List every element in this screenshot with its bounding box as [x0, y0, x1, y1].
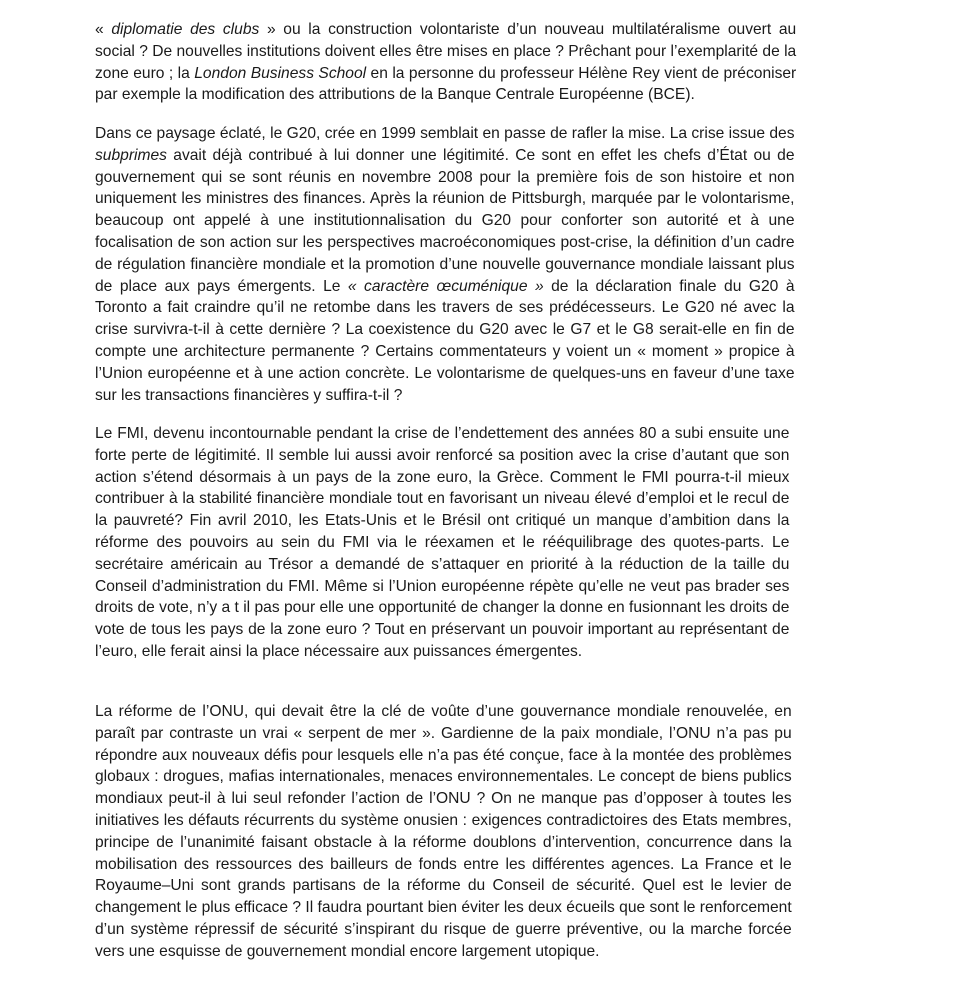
text-line [95, 788, 792, 810]
text-run: la pauvreté? Fin avril 2010, les Etats-Unis et le Brésil ont critiqué un manque d’ambition dans la [95, 512, 790, 530]
text-run: avait déjà contribué à lui donner une légitimité. Ce sont en effet les chefs d’État ou de [166, 146, 795, 164]
text-run: crise survivra-t-il à cette dernière ? La coexistence du G20 avec le G7 et le G8 serait-elle en fin de [95, 321, 795, 339]
text-run: initiatives les défauts récurrents du système onusien : exigences contradictoires des Etats membres, [95, 811, 792, 829]
text-line [95, 723, 792, 745]
text-run: mobilisation des ressources des bailleurs de fonds entre les différentes agences. La France et le [95, 855, 792, 873]
text-run: de la déclaration finale du G20 à [543, 277, 795, 295]
text-line [95, 597, 789, 619]
italic-text-run: « caractère œcuménique » [347, 277, 544, 295]
text-line [95, 766, 792, 788]
text-line [95, 319, 795, 341]
text-line [95, 810, 792, 832]
italic-text-run: subprimes [95, 146, 167, 164]
text-run: » ou la construction volontariste d’un nouveau multilatéralisme ouvert au [259, 21, 797, 38]
text-run: secrétaire américain au Trésor a demandé de s’attaquer en priorité à la réduction de la taille du [95, 555, 790, 573]
text-line [95, 445, 789, 467]
text-line [95, 701, 792, 723]
text-run: en la personne du professeur Hélène Rey vient de préconiser [366, 64, 797, 82]
text-run: uniquement les ministres des finances. Après la réunion de Pittsburgh, marquée par le volontarisme, [95, 190, 795, 208]
text-line [95, 619, 789, 641]
text-run: de place aux pays émergents. Le [95, 277, 348, 295]
text-line [95, 188, 795, 210]
text-line [95, 123, 795, 145]
text-run: l’Union européenne et à une action concrète. Le volontarisme de quelques-uns en faveur d’une taxe [95, 364, 795, 382]
text-line [95, 84, 796, 106]
text-line [95, 532, 789, 554]
text-line [95, 167, 795, 189]
italic-text-run: diplomatie des clubs [111, 21, 260, 38]
text-line [95, 19, 796, 41]
text-run: action s’étend désormais à un pays de la zone euro, la Grèce. Comment le FMI pourra-t-il mieux [95, 468, 790, 486]
paragraph-club-diplomacy [95, 19, 796, 106]
text-run: focalisation de son action sur les perspectives macroéconomiques post-crise, la définition d’un cadre [95, 233, 795, 251]
text-line [95, 423, 789, 445]
text-line [95, 832, 792, 854]
text-line [95, 554, 789, 576]
text-run: changement le plus efficace ? Il faudra pourtant bien éviter les deux écueils que sont le renforcement [95, 899, 792, 917]
text-run: forte perte de légitimité. Il semble lui aussi avoir renforcé sa position avec la crise d’autant que son [95, 446, 790, 464]
text-line [95, 488, 789, 510]
text-run: Royaume–Uni sont grands partisans de la réforme du Conseil de sécurité. Quel est le levier de [95, 877, 792, 895]
text-run: « [95, 21, 112, 38]
text-run: vote de tous les pays de la zone euro ? Tout en préservant un pouvoir important au représentant de [95, 621, 790, 639]
text-line [95, 341, 795, 363]
text-run: zone euro ; la [95, 64, 195, 82]
text-run: répondre aux nouveaux défis pour lesquels elle n’a pas été conçue, face à la montée des problèmes [95, 746, 792, 764]
text-run: Toronto a fait craindre qu’il ne retombe dans les travers de ses prédécesseurs. Le G20 né avec la [95, 299, 795, 317]
text-run: social ? De nouvelles institutions doivent elles être mises en place ? Prêchant pour l’exemplarité de la [95, 42, 797, 60]
text-line [95, 897, 792, 919]
text-run: mondiaux peut-il à lui seul refonder l’action de l’ONU ? On ne manque pas d’opposer à toutes les [95, 790, 792, 808]
text-line [95, 576, 789, 598]
text-line [95, 467, 789, 489]
text-line [95, 41, 796, 63]
text-line [95, 854, 792, 876]
text-run: d’un système répressif de sécurité s’inspirant du risque de guerre préventive, ou la marche forcée [95, 920, 792, 938]
text-line [95, 232, 795, 254]
text-run: compte une architecture permanente ? Certains commentateurs y voient un « moment » propice à [95, 342, 795, 360]
paragraph-g20 [95, 123, 795, 406]
text-line [95, 919, 792, 941]
text-run: principe de l’unanimité faisant obstacle à la réforme doublons d’intervention, concurrence dans la [95, 833, 792, 851]
text-run: gouvernement qui se sont réunis en novembre 2008 pour la première fois de son histoire et non [95, 168, 795, 186]
text-line [95, 210, 795, 232]
paragraph-un-reform [95, 701, 792, 963]
text-line [95, 385, 795, 407]
text-run: globaux : drogues, mafias internationales, menaces environnementales. Le concept de biens publics [95, 768, 792, 786]
text-line [95, 745, 792, 767]
text-run: sur les transactions financières y suffira-t-il ? [95, 386, 403, 404]
text-run: Le FMI, devenu incontournable pendant la crise de l’endettement des années 80 a subi ensuite une [95, 425, 790, 442]
text-line [95, 145, 795, 167]
text-run: beaucoup ont appelé à une institutionnalisation du G20 pour conforter son autorité et à une [95, 212, 795, 230]
text-run: paraît par contraste un vrai « serpent de mer ». Gardienne de la paix mondiale, l’ONU n’a pas pu [95, 724, 792, 742]
text-line [95, 941, 792, 963]
italic-text-run: London Business School [194, 64, 367, 82]
text-run: contribuer à la stabilité financière mondiale tout en favorisant un niveau élevé d’emploi et le recul de [95, 490, 790, 508]
text-line [95, 363, 795, 385]
text-run: par exemple la modification des attributions de la Banque Centrale Européenne (BCE). [95, 86, 695, 104]
text-run: l’euro, elle ferait ainsi la place nécessaire aux puissances émergentes. [95, 642, 583, 660]
text-run: de régulation financière mondiale et la promotion d’une nouvelle gouvernance mondiale laissant plus [95, 255, 795, 273]
text-run: Dans ce paysage éclaté, le G20, crée en 1999 semblait en passe de rafler la mise. La crise issue des [95, 125, 795, 142]
text-line [95, 510, 789, 532]
text-run: La réforme de l’ONU, qui devait être la clé de voûte d’une gouvernance mondiale renouvelée, en [95, 703, 792, 720]
paragraph-imf [95, 423, 789, 663]
text-line [95, 254, 795, 276]
text-line [95, 276, 795, 298]
text-run: droits de vote, n’y a t il pas pour elle une opportunité de changer la donne en fusionnant les droits de [95, 599, 790, 617]
text-run: vers une esquisse de gouvernement mondial encore largement utopique. [95, 942, 600, 960]
text-run: réforme des pouvoirs au sein du FMI via le réexamen et le rééquilibrage des quotes-parts. Le [95, 533, 790, 551]
text-run: Conseil d’administration du FMI. Même si l’Union européenne répète qu’elle ne veut pas brader ses [95, 577, 790, 595]
text-line [95, 297, 795, 319]
text-line [95, 875, 792, 897]
text-line [95, 641, 789, 663]
text-line [95, 63, 796, 85]
